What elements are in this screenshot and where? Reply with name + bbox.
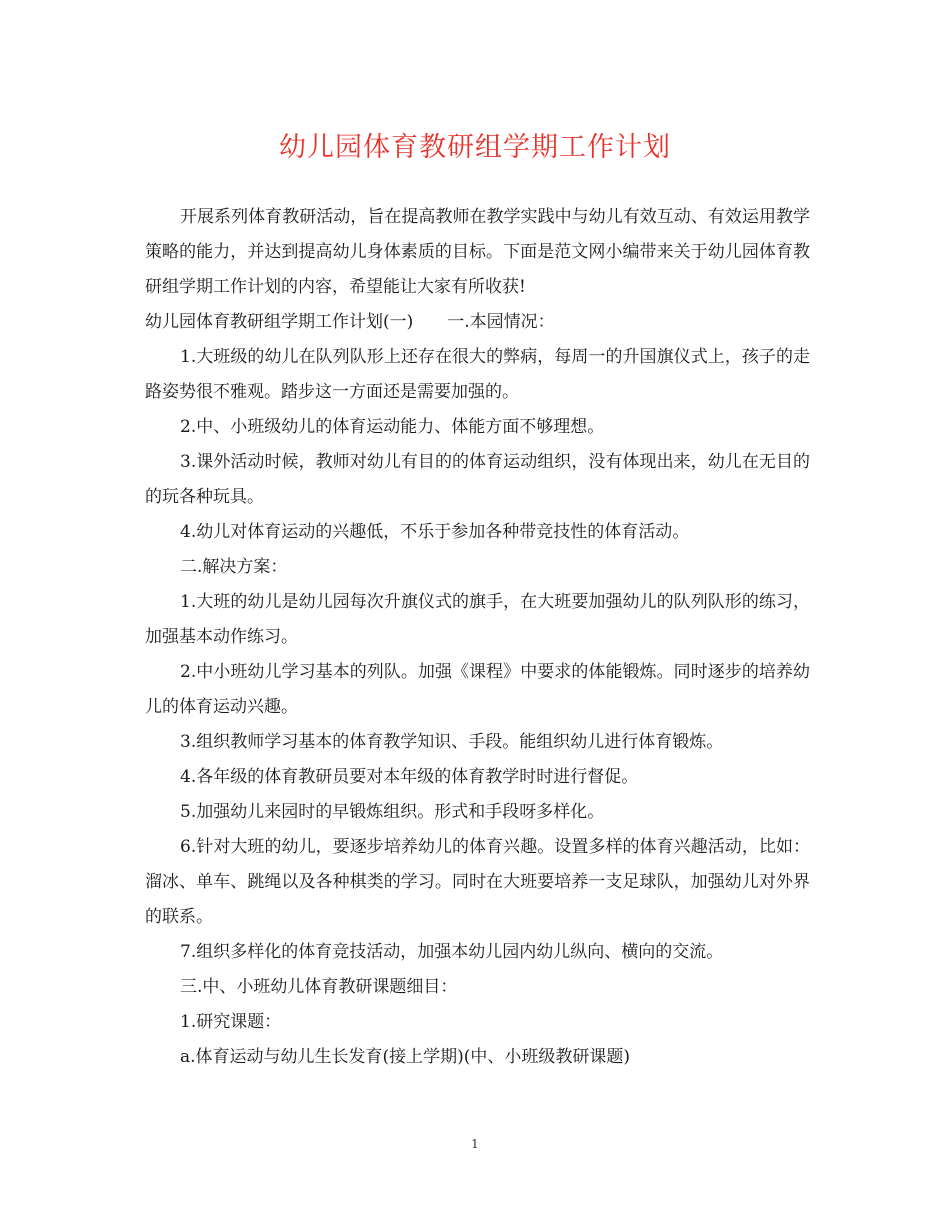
- document-title: 幼儿园体育教研组学期工作计划: [279, 132, 671, 163]
- paragraph-solution-4: 4.各年级的体育教研员要对本年级的体育教学时时进行督促。: [180, 767, 639, 787]
- paragraph-topics-heading: 三.中、小班幼儿体育教研课题细目：: [180, 977, 458, 997]
- paragraph-situation-3: 3.课外活动时候，教师对幼儿有目的的体育运动组织，没有体现出来，幼儿在无目的的玩各种玩具。: [145, 452, 810, 507]
- paragraph-solution-7: 7.组织多样化的体育竞技活动，加强本幼儿园内幼儿纵向、横向的交流。: [180, 942, 724, 962]
- paragraph-section-heading: 幼儿园体育教研组学期工作计划(一) 一.本园情况：: [145, 312, 555, 332]
- paragraph-situation-1: 1.大班级的幼儿在队列队形上还存在很大的弊病，每周一的升国旗仪式上，孩子的走路姿势很不雅观。踏步这一方面还是需要加强的。: [145, 347, 810, 402]
- paragraph-topics-1: 1.研究课题：: [180, 1012, 282, 1032]
- paragraph-intro: 开展系列体育教研活动，旨在提高教师在教学实践中与幼儿有效互动、有效运用教学策略的能力，并达到提高幼儿身体素质的目标。下面是范文网小编带来关于幼儿园体育教研组学期工作计划的内容，希望能让大家有所收获!: [145, 207, 810, 297]
- paragraph-solution-5: 5.加强幼儿来园时的早锻炼组织。形式和手段呀多样化。: [180, 802, 605, 822]
- paragraph-solution-6: 6.针对大班的幼儿，要逐步培养幼儿的体育兴趣。设置多样的体育兴趣活动，比如：溜冰、单车、跳绳以及各种棋类的学习。同时在大班要培养一支足球队，加强幼儿对外界的联系。: [145, 837, 810, 927]
- paragraph-solution-1: 1.大班的幼儿是幼儿园每次升旗仪式的旗手，在大班要加强幼儿的队列队形的练习，加强基本动作练习。: [145, 592, 810, 647]
- document-body: [145, 200, 810, 1075]
- page-number: 1: [471, 1137, 479, 1151]
- paragraph-topics-1a: a.体育运动与幼儿生长发育(接上学期)(中、小班级教研课题): [180, 1047, 631, 1067]
- paragraph-solution-heading: 二.解决方案：: [180, 557, 288, 577]
- paragraph-solution-3: 3.组织教师学习基本的体育教学知识、手段。能组织幼儿进行体育锻炼。: [180, 732, 724, 752]
- paragraph-situation-4: 4.幼儿对体育运动的兴趣低，不乐于参加各种带竞技性的体育活动。: [180, 522, 690, 542]
- paragraph-situation-2: 2.中、小班级幼儿的体育运动能力、体能方面不够理想。: [180, 417, 605, 437]
- paragraph-solution-2: 2.中小班幼儿学习基本的列队。加强《课程》中要求的体能锻炼。同时逐步的培养幼儿的体育运动兴趣。: [145, 662, 810, 717]
